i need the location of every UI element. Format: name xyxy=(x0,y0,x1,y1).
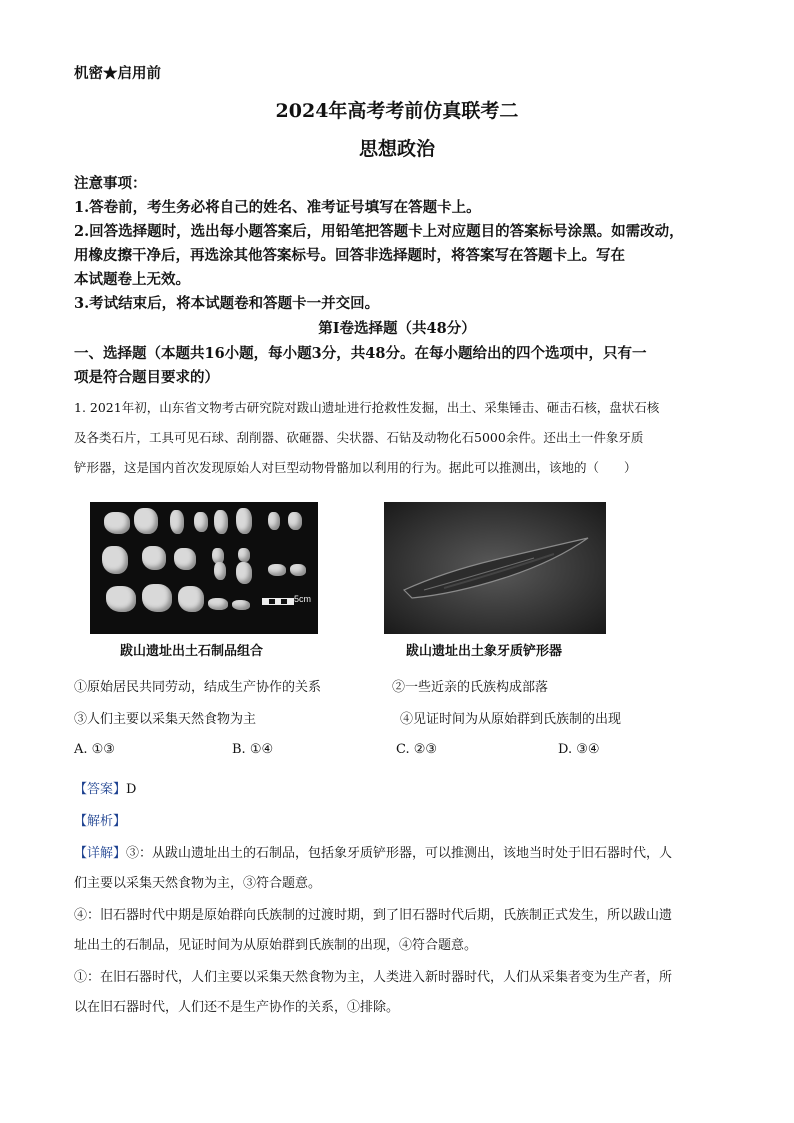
stone-artifacts-photo xyxy=(90,502,318,634)
note-1: 1.答卷前，考生务必将自己的姓名、准考证号填写在答题卡上。 xyxy=(74,199,481,216)
statement-1: ①原始居民共同劳动，结成生产协作的关系 xyxy=(74,680,322,695)
option-b: B. ①④ xyxy=(232,742,274,757)
option-a: A. ①③ xyxy=(74,742,115,757)
section-instructions-1: 一、选择题（本题共16小题，每小题3分，共48分。在每小题给出的四个选项中，只有一 xyxy=(74,345,647,362)
detail-paragraph-2-line-1: ④：旧石器时代中期是原始群向氏族制的过渡时期，到了旧石器时代后期，氏族制正式发生，所以跋山遗 xyxy=(74,908,673,923)
scale-label: 5cm xyxy=(294,594,312,604)
detail-paragraph-1-line-2: 们主要以采集天然食物为主，③符合题意。 xyxy=(74,876,322,891)
question-1-stem-line-2: 及各类石片，工具可见石球、刮削器、砍砸器、尖状器、石钻及动物化石5000余件。还出土一件象牙质 xyxy=(74,430,644,445)
ivory-shovel-image xyxy=(384,502,606,634)
detail-p1-text: ③：从跋山遗址出土的石制品，包括象牙质铲形器，可以推测出，该地当时处于旧石器时代，人 xyxy=(126,846,673,861)
question-1-stem-line-1: 1. 2021年初，山东省文物考古研究院对跋山遗址进行抢救性发掘，出土、采集锤击、砸击石核，盘状石核 xyxy=(74,400,660,415)
statement-3: ③人们主要以采集天然食物为主 xyxy=(74,712,257,727)
scale-bar xyxy=(262,598,294,605)
exam-title: 2024年高考考前仿真联考二 xyxy=(275,100,519,122)
note-3: 3.考试结束后，将本试题卷和答题卡一并交回。 xyxy=(74,295,380,312)
note-2-line-1: 2.回答选择题时，选出每小题答案后，用铅笔把答题卡上对应题目的答案标号涂黑。如需改动， xyxy=(74,223,684,240)
answer-line xyxy=(74,778,136,802)
section-title: 第Ⅰ卷选择题（共48分） xyxy=(318,320,476,337)
note-2-line-2: 用橡皮擦干净后，再选涂其他答案标号。回答非选择题时，将答案写在答题卡上。写在 xyxy=(74,247,625,264)
option-d: D. ③④ xyxy=(558,742,600,757)
photo-caption-ivory: 跋山遗址出土象牙质铲形器 xyxy=(406,644,563,659)
answer-value: D xyxy=(126,782,137,797)
detail-paragraph-1-line-1 xyxy=(74,842,672,866)
answer-label: 【答案】 xyxy=(74,782,127,797)
detail-label: 【详解】 xyxy=(74,846,127,861)
section-instructions-2: 项是符合题目要求的） xyxy=(74,369,219,386)
photo-caption-stones: 跋山遗址出土石制品组合 xyxy=(120,644,264,659)
confidential-mark: 机密★启用前 xyxy=(74,65,161,82)
notes-heading: 注意事项： xyxy=(74,175,147,192)
analysis-label: 【解析】 xyxy=(74,814,127,829)
subject-title: 思想政治 xyxy=(358,138,435,160)
option-c: C. ②③ xyxy=(396,742,438,757)
ivory-shovel-photo xyxy=(384,502,606,634)
detail-paragraph-2-line-2: 址出土的石制品，见证时间为从原始群到氏族制的出现，④符合题意。 xyxy=(74,938,478,953)
detail-paragraph-3-line-1: ①：在旧石器时代，人们主要以采集天然食物为主，人类进入新时器时代，人们从采集者变为生产者，所 xyxy=(74,970,673,985)
detail-paragraph-3-line-2: 以在旧石器时代，人们还不是生产协作的关系，①排除。 xyxy=(74,1000,400,1015)
statement-2: ②一些近亲的氏族构成部落 xyxy=(392,680,549,695)
question-1-stem-line-3: 铲形器，这是国内首次发现原始人对巨型动物骨骼加以利用的行为。据此可以推测出，该地的（ ） xyxy=(74,460,637,475)
statement-4: ④见证时间为从原始群到氏族制的出现 xyxy=(400,712,622,727)
note-2-line-3: 本试题卷上无效。 xyxy=(74,271,190,288)
